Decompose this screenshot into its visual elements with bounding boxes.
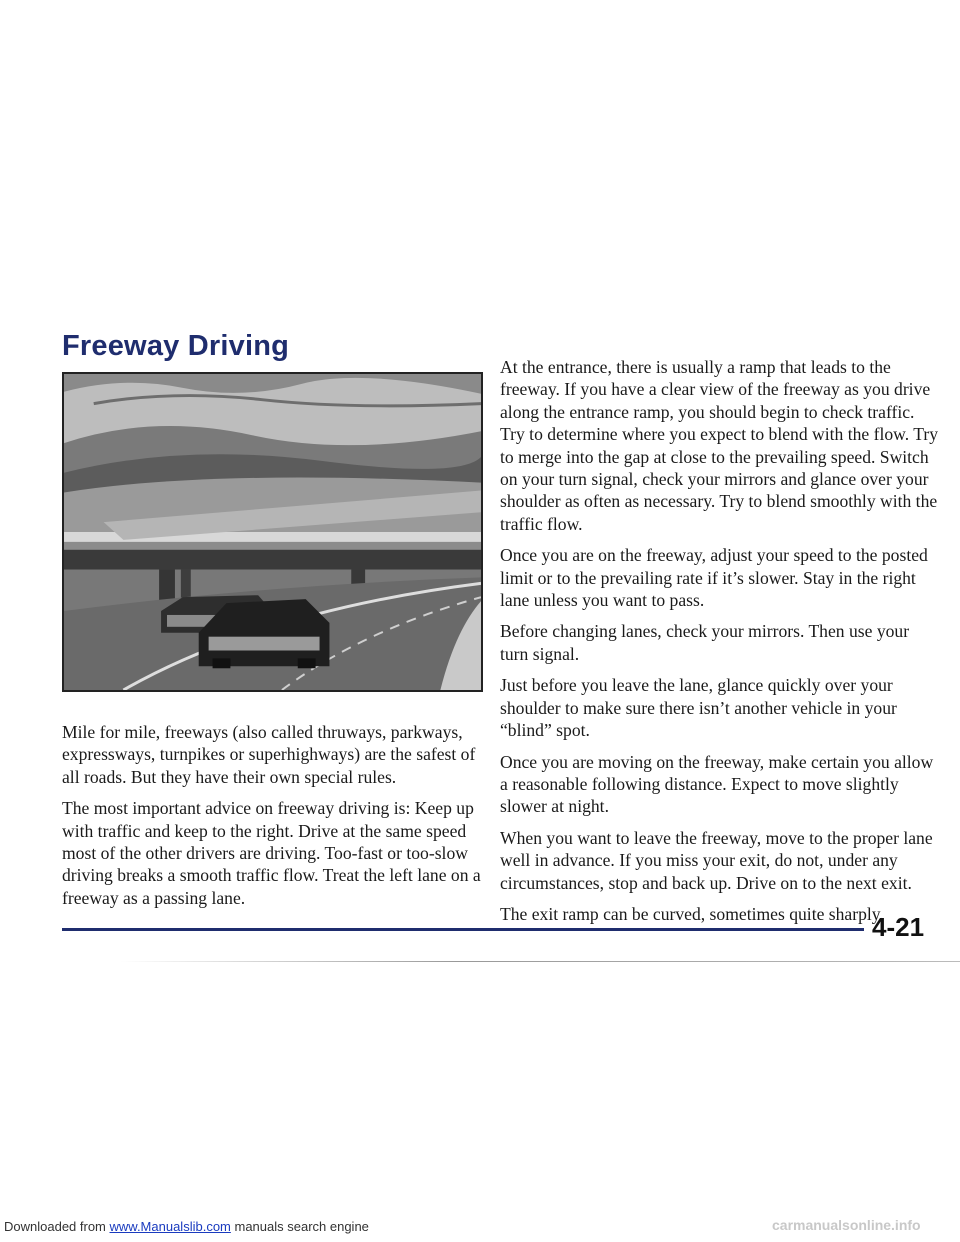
banner-suffix: manuals search engine — [230, 1219, 369, 1234]
paragraph: The most important advice on freeway driving is: Keep up with traffic and keep to the right. Drive at the same speed most of the other drivers are driving. Too-fast or too-slow driving breaks a smooth traffic flow. Treat the left lane on a freeway as a passing lane. — [62, 798, 481, 908]
paragraph: Once you are moving on the freeway, make certain you allow a reasonable following distance. Expect to move slightly slower at night. — [500, 751, 934, 817]
paragraph: The exit ramp can be curved, sometimes quite sharply. — [500, 903, 884, 924]
paragraph: Before changing lanes, check your mirrors. Then use your turn signal. — [500, 621, 910, 664]
watermark: carmanualsonline.info — [772, 1217, 921, 1233]
right-column — [500, 356, 940, 934]
paragraph: Mile for mile, freeways (also called thruways, parkways, expressways, turnpikes or superhighways) are the safest of all roads. But they have their own special rules. — [62, 722, 476, 787]
section-title: Freeway Driving — [62, 330, 290, 362]
freeway-illustration — [62, 372, 483, 692]
paragraph: Just before you leave the lane, glance quickly over your shoulder to make sure there isn’t another vehicle in your “blind” spot. — [500, 675, 897, 741]
paragraph: When you want to leave the freeway, move to the proper lane well in advance. If you miss your exit, do not, under any circumstances, stop and back up. Drive on to the next exit. — [500, 827, 933, 893]
page-number: 4-21 — [872, 912, 925, 942]
footer-rule — [62, 928, 864, 931]
paragraph: At the entrance, there is usually a ramp that leads to the freeway. If you have a clear view of the freeway as you drive along the entrance ramp, you should begin to check traffic. Try to determine where you expect to blend with the flow. Try to merge into the gap at close to the prevailing speed. Switch on your turn signal, check your mirrors and glance over your shoulder as often as necessary. Try to blend smoothly with the traffic flow. — [500, 357, 938, 534]
download-banner — [4, 1219, 369, 1234]
paragraph: Once you are on the freeway, adjust your speed to the posted limit or to the prevailing rate if it’s slower. Stay in the right lane unless you want to pass. — [500, 545, 928, 611]
left-column — [62, 721, 492, 918]
banner-prefix: Downloaded from — [4, 1219, 110, 1234]
footer-divider — [120, 961, 960, 962]
manualslib-link[interactable]: www.Manualslib.com — [109, 1219, 231, 1234]
